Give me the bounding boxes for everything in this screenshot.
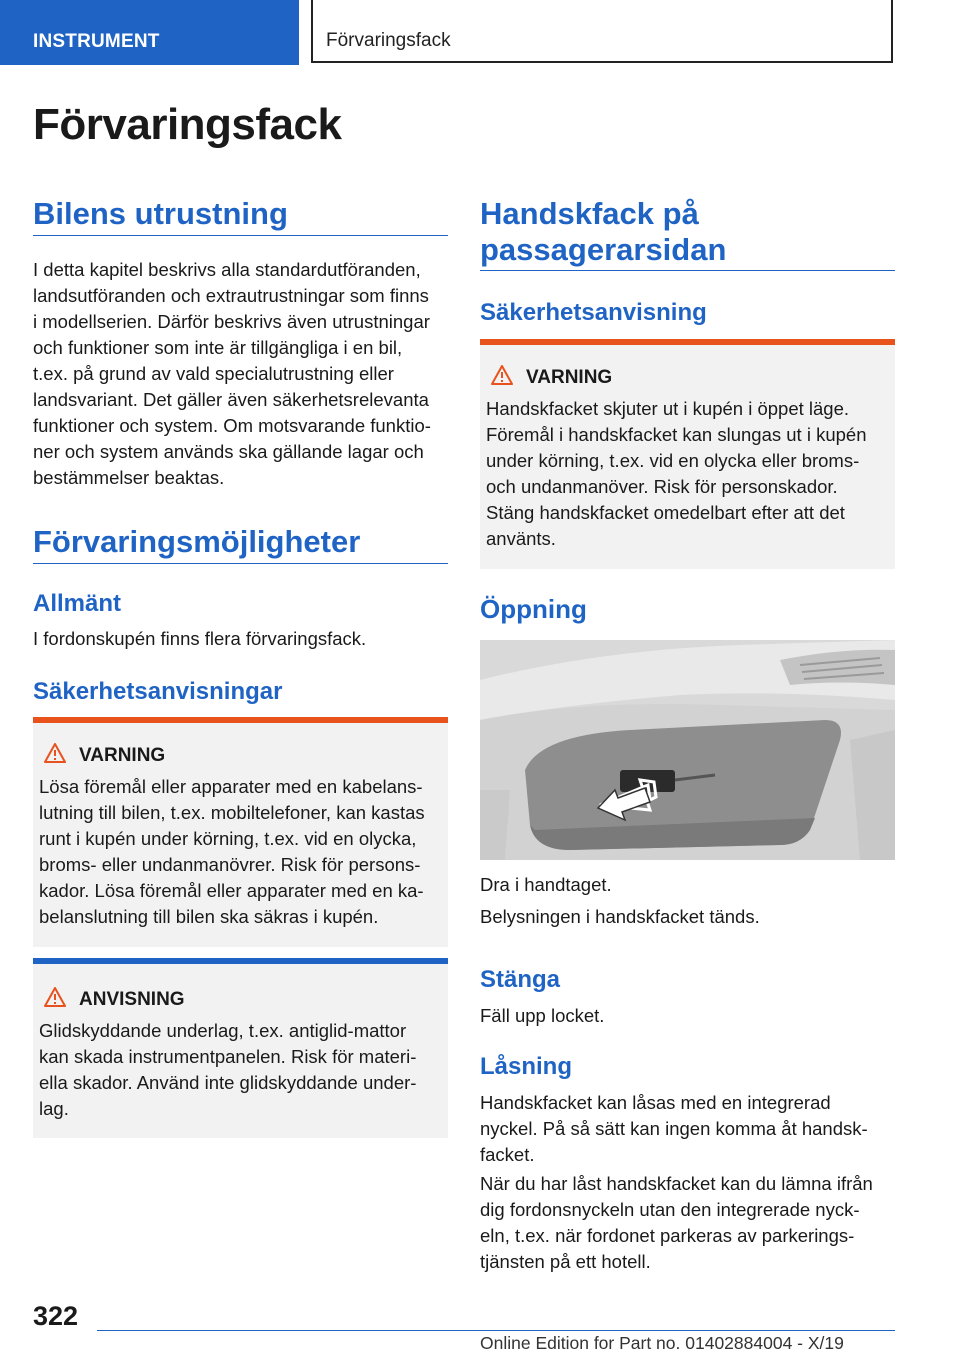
- header-section-tab: [0, 0, 299, 65]
- warning-text: Handskfacket skjuter ut i kupén i öppet läge. Föremål i handskfacket kan slungas ut i kupén under körning, t.ex. vid en olycka eller broms- och undanmanöver. Risk för personskador. Stäng handskfacket omedelbart efter att det använts.: [486, 398, 867, 549]
- notice-bar: [33, 958, 448, 964]
- header-section-label: INSTRUMENT: [33, 31, 160, 52]
- heading-storage-options: Förvaringsmöjligheter: [33, 524, 361, 559]
- heading-locking: Låsning: [480, 1053, 573, 1080]
- warning-text: Lösa föremål eller apparater med en kabelans- lutning till bilen, t.ex. mobiltelefoner, kan kastas runt i kupén under körning, t.ex. vid en olycka, broms- eller undanmanövrer. Risk för persons- kador. Lösa föremål eller apparater med en ka- belanslutning till bilen ska säkras i kupén.: [39, 776, 425, 927]
- divider: [480, 270, 895, 271]
- locking-paragraph-2: När du har låst handskfacket kan du lämna ifrån dig fordonsnyckeln utan den integrerade nyck- eln, t.ex. när fordonet parkeras av parkerings- tjänsten på ett hotell.: [480, 1173, 873, 1272]
- warning-label: VARNING: [526, 367, 613, 388]
- equipment-paragraph: I detta kapitel beskrivs alla standardutföranden, landsutföranden och extrautrustningar som finns i modellserien. Därför beskrivs även utrustningar och funktioner som inte är tillgängliga i en bil, t.ex. på grund av vald specialutrustning eller landsvariant. Det gäller även säkerhetsrelevanta funktioner och system. Om motsvarande funktio- ner och system används ska gällande lagar och bestämmelser beaktas.: [33, 259, 431, 488]
- footer-divider: [97, 1330, 895, 1331]
- heading-general: Allmänt: [33, 590, 122, 617]
- footer-edition: Online Edition for Part no. 01402884004 - X/19: [480, 1333, 844, 1353]
- heading-equipment: Bilens utrustning: [33, 196, 288, 231]
- page-number: 322: [33, 1301, 79, 1331]
- header-topic-tab: [311, 0, 893, 63]
- heading-close: Stänga: [480, 966, 561, 993]
- warning-triangle-icon: [491, 365, 513, 385]
- heading-safety-note: Säkerhetsanvisning: [480, 299, 707, 326]
- warning-bar: [480, 339, 895, 345]
- locking-paragraph-1: Handskfacket kan låsas med en integrerad nyckel. På så sätt kan ingen komma åt handsk- facket.: [480, 1092, 868, 1165]
- warning-triangle-icon: [44, 987, 66, 1007]
- warning-box: [33, 717, 448, 947]
- notice-label: ANVISNING: [79, 989, 185, 1010]
- divider: [33, 563, 448, 564]
- divider: [33, 235, 448, 236]
- glovebox-photo: [480, 640, 895, 860]
- opening-instruction: Dra i handtaget.: [480, 874, 612, 895]
- heading-safety-notes: Säkerhetsanvisningar: [33, 678, 283, 705]
- warning-bar: [33, 717, 448, 723]
- warning-label: VARNING: [79, 745, 166, 766]
- notice-text: Glidskyddande underlag, t.ex. antiglid-mattor kan skada instrumentpanelen. Risk för materi- ella skador. Använd inte glidskyddande under- lag.: [39, 1020, 417, 1119]
- opening-light-note: Belysningen i handskfacket tänds.: [480, 906, 760, 927]
- warning-triangle-icon: [44, 743, 66, 763]
- heading-opening: Öppning: [480, 594, 587, 624]
- general-paragraph: I fordonskupén finns flera förvaringsfack.: [33, 628, 367, 649]
- header-topic-label: Förvaringsfack: [326, 30, 451, 51]
- close-instruction: Fäll upp locket.: [480, 1005, 605, 1026]
- glovebox-illustration: [480, 640, 895, 860]
- heading-glovebox: Handskfack på passagerarsidan: [480, 196, 727, 267]
- notice-box: [33, 958, 448, 1138]
- page-title: Förvaringsfack: [33, 100, 342, 149]
- warning-box: [480, 339, 895, 569]
